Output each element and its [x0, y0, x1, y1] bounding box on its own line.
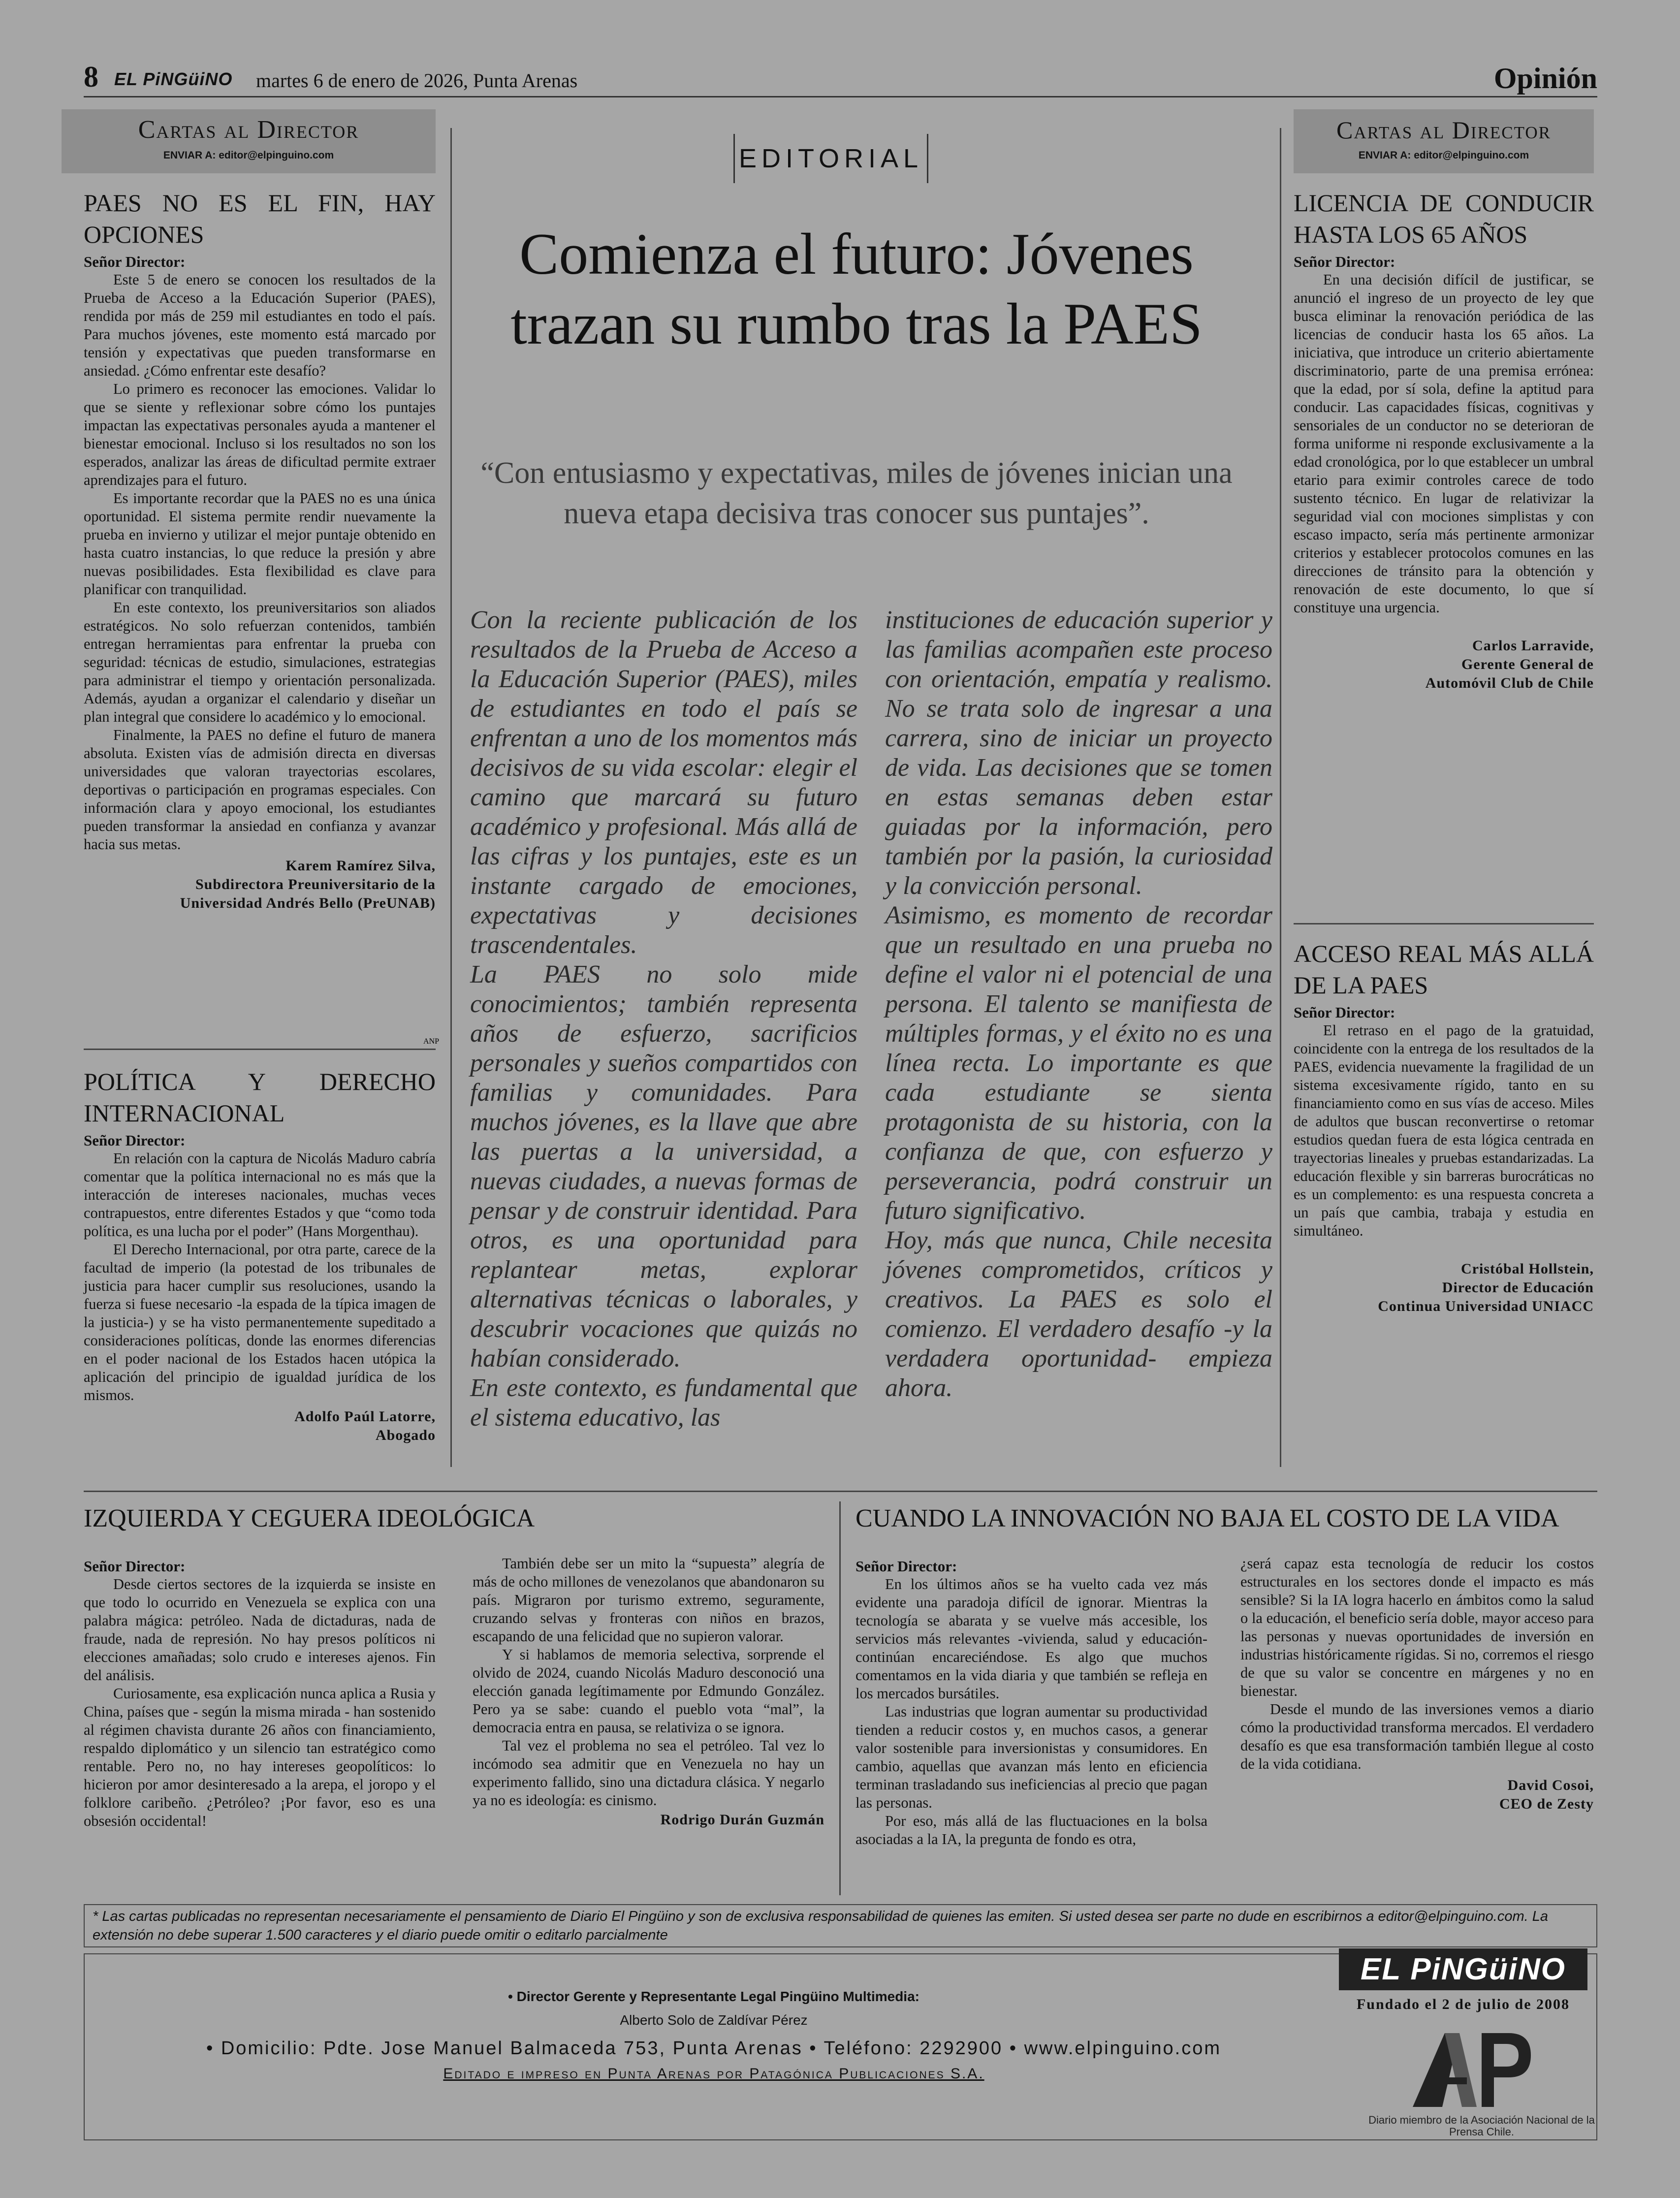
letter-paragraph: El Derecho Internacional, por otra parte, carece de la facultad de imperio (la potestad de los tribunales de justicia para hacer cumplir sus resoluciones, usando la fuerza si fuese necesario -la espada de la típica imagen de la justicia-) y se ha visto permanentemente supeditado a consideraciones políticas, donde las enormes diferencias en el poder nacional de los Estados hacen utópica la aplicación del principio de igualdad jurídica de los mismos. [84, 1241, 436, 1403]
letter-paragraph: Lo primero es reconocer las emociones. Validar lo que se siente y reflexionar sobre cómo los puntajes impactan las expectativas personales ayuda a mantener el bienestar emocional. Incluso si los resultados no son los esperados, analizar las áreas de dificultad permite extraer aprendizajes para el futuro. [84, 381, 436, 488]
editorial-paragraph: Con la reciente publicación de los resultados de la Prueba de Acceso a la Educación Superior (PAES), miles de estudiantes en todo el país se enfrentan a uno de los momentos más decisivos de su vida escolar: elegir el camino que marcará su futuro académico y profesional. Más allá de las cifras y los puntajes, este es un instante cargado de emociones, expectativas y decisiones trascendentales. [470, 606, 857, 959]
page-number: 8 [84, 61, 98, 93]
ribbon-title: Cartas al Director [138, 116, 359, 144]
letter-title: LICENCIA DE CONDUCIR HASTA LOS 65 AÑOS [1294, 189, 1594, 248]
letter-izquierda-col1 [84, 1555, 436, 1830]
editorial-tag: EDITORIAL [733, 134, 928, 183]
letter-signature [84, 857, 436, 913]
letter-acceso [1294, 938, 1594, 1316]
editorial-paragraph: instituciones de educación superior y las familias acompañen este proceso con orientación, empatía y realismo. No se trata solo de ingresar a una carrera, sino de iniciar un proyecto de vida. Las decisiones que se tomen en estas semanas deben estar guiadas por la información, pero también por la pasión, la curiosidad y la convicción personal. [885, 606, 1272, 900]
editorial-paragraph: En este contexto, es fundamental que el sistema educativo, las [470, 1374, 857, 1432]
letter-paes [84, 187, 436, 913]
letter-signature [84, 1407, 436, 1445]
letter-title: PAES NO ES EL FIN, HAY OPCIONES [84, 189, 436, 248]
signature-name: Carlos Larravide, [1472, 637, 1594, 654]
letter-title-izquierda: IZQUIERDA Y CEGUERA IDEOLÓGICA [84, 1504, 535, 1532]
director-label: • Director Gerente y Representante Legal Pingüino Multimedia: [508, 1989, 919, 2004]
signature-name: Cristóbal Hollstein, [1460, 1261, 1594, 1277]
letter-innovacion-col2 [1240, 1555, 1594, 1814]
letter-paragraph: Por eso, más allá de las fluctuaciones en la bolsa asociadas a la IA, la pregunta de fondo es otra, [856, 1813, 1207, 1848]
editorial-column-2 [885, 605, 1272, 1403]
letter-paragraph: Desde ciertos sectores de la izquierda se insiste en que todo lo ocurrido en Venezuela se explica con una palabra mágica: petróleo. Nada de dictaduras, nada de fraude, nada de represión. No hay presos políticos ni elecciones amañadas; solo crudo e intereses ajenos. Fin del análisis. [84, 1576, 436, 1684]
letter-paragraph: En este contexto, los preuniversitarios son aliados estratégicos. No solo refuerzan contenidos, también entregan herramientas para enfrentar la prueba con seguridad: técnicas de estudio, simulaciones, estrategias para administrar el tiempo y orientación personalizada. Además, ayudan a organizar el calendario y diseñar un plan integral que considere lo académico y lo emocional. [84, 599, 436, 725]
column-rule [450, 128, 452, 1467]
letter-title: POLÍTICA Y DERECHO INTERNACIONAL [84, 1068, 436, 1127]
editorial-paragraph: Asimismo, es momento de recordar que un resultado en una prueba no define el valor ni el potencial de una persona. El talento se manifiesta de múltiples formas, y el éxito no es una línea recta. Lo importante es que cada estudiante se sienta protagonista de su historia, con la confianza de que, con esfuerzo y perseverancia, podrá construir un futuro significativo. [885, 901, 1272, 1225]
director-name: Alberto Solo de Zaldívar Pérez [620, 2012, 808, 2028]
anp-logo-p [1482, 2033, 1531, 2107]
signature-role: Subdirectora Preuniversitario de la [195, 876, 436, 892]
signature-role: Abogado [375, 1427, 436, 1443]
letter-paragraph: En los últimos años se ha vuelto cada vez más evidente una paradoja difícil de ignorar. Mientras la tecnología se abarata y se vuelve más accesible, los servicios más relevantes -vivienda, salud y educación- continúan encareciéndose. Es algo que muchos comentamos en la vida diaria y que también se refleja en los mercados bursátiles. [856, 1576, 1207, 1702]
left-ribbon [62, 109, 436, 173]
signature-name: Adolfo Paúl Latorre, [294, 1408, 436, 1425]
signature-name: Karem Ramírez Silva, [285, 858, 436, 874]
ribbon-email[interactable]: ENVIAR A: editor@elpinguino.com [163, 150, 334, 161]
header-rule [84, 96, 1597, 97]
letter-signature [1294, 1260, 1594, 1316]
letter-innovacion-col1 [856, 1555, 1207, 1848]
footer-brand-logo: EL PiNGüiNO [1339, 1948, 1587, 1990]
signature-role: CEO de Zesty [1499, 1796, 1594, 1812]
signature-org: Automóvil Club de Chile [1425, 675, 1594, 691]
editorial-paragraph: La PAES no solo mide conocimientos; también representa años de esfuerzo, sacrificios personales y sueños compartidos con familias y comunidades. Para muchos jóvenes, es la llave que abre las puertas a la universidad, a nuevas ciudades, a nuevas formas de pensar y de construir identidad. Para otros, es una oportunidad para replantear metas, explorar alternativas técnicas o laborales, y descubrir vocaciones que quizás no habían considerado. [470, 960, 857, 1372]
letter-signature [1294, 637, 1594, 693]
anp-logo-a-bar [1437, 2077, 1467, 2084]
editorial-paragraph: Hoy, más que nunca, Chile necesita jóvenes comprometidos, críticos y creativos. La PAES es solo el comienzo. El verdadero desafío -y la verdadera oportunidad- empieza ahora. [885, 1226, 1272, 1402]
masthead-brand: EL PiNGüiNO [114, 69, 233, 89]
section-divider [84, 1491, 1597, 1492]
letter-paragraph: Tal vez el problema no sea el petróleo. Tal vez lo incómodo sea admitir que en Venezuela no hay un experimento fallido, sino una dictadura clásica. Y negarlo ya no es ideología: es cinismo. [473, 1737, 824, 1809]
letter-paragraph: Las industrias que logran aumentar su productividad tienden a reducir costos y, en muchos casos, a generar valor sostenible para inversionistas y consumidores. En cambio, aquellas que avanzan más lento en eficiencia terminan trasladando sus ineficiencias al precio que pagan las personas. [856, 1703, 1207, 1811]
disclaimer-note: * Las cartas publicadas no representan necesariamente el pensamiento de Diario El Pingüino y son de exclusiva responsabilidad de quienes las emiten. Si usted desea ser parte no dude en escribirnos a editor@elpinguino.com. La extensión no debe superar 1.500 caracteres y el diario puede omitir o editarlo parcialmente [84, 1904, 1597, 1947]
letter-signature [1240, 1776, 1594, 1814]
address-line[interactable]: • Domicilio: Pdte. Jose Manuel Balmaceda 753, Punta Arenas • Teléfono: 2292900 • www.elpinguino.com [206, 2038, 1222, 2059]
letter-paragraph: En una decisión difícil de justificar, se anunció el ingreso de un proyecto de ley que busca eliminar la renovación periódica de las licencias de conducir hasta los 65 años. La iniciativa, que introduce un criterio abiertamente discriminatorio, parte de una premisa errónea: que la edad, por sí sola, define la aptitud para conducir. Las capacidades físicas, cognitivas y sensoriales de un conductor no se deterioran de forma uniforme ni responde exclusivamente a la edad cronológica, por lo que establecer un umbral etario para eximir controles carece de todo sustento técnico. En lugar de relativizar la seguridad vial con mociones simplistas y con escaso impacto, sería más pertinente armonizar criterios y establecer protocolos comunes en las direcciones de tránsito para la obtención y renovación de este documento, lo que sí constituye una urgencia. [1294, 271, 1594, 616]
letter-paragraph: Desde el mundo de las inversiones vemos a diario cómo la productividad transforma mercados. El verdadero desafío es que esa transformación también llegue al costo de la vida cotidiana. [1240, 1701, 1594, 1772]
signature-org: Universidad Andrés Bello (PreUNAB) [180, 895, 436, 911]
right-ribbon [1294, 109, 1594, 173]
signature-org: Continua Universidad UNIACC [1378, 1298, 1594, 1314]
editorial-column-1 [470, 605, 857, 1433]
section-title: Opinión [1493, 62, 1597, 95]
letter-salute: Señor Director: [856, 1558, 957, 1575]
letter-politica [84, 1066, 436, 1445]
anp-logo-text: ANP [423, 1037, 440, 1046]
letter-salute: Señor Director: [84, 253, 186, 270]
letter-paragraph: Y si hablamos de memoria selectiva, sorprende el olvido de 2024, cuando Nicolás Maduro desconoció una elección ganada legítimamente por Edmundo González. Pero ya se sabe: cuando el pueblo vota “mal”, la democracia entra en pausa, se relativiza o se ignora. [473, 1646, 824, 1736]
letter-paragraph: También debe ser un mito la “supuesta” alegría de más de ocho millones de venezolanos que abandonaron su país. Migraron por turismo extremo, seguramente, cruzando selvas y fronteras con niños en brazos, escapando de una felicidad que no supieron valorar. [473, 1555, 824, 1645]
ribbon-email[interactable]: ENVIAR A: editor@elpinguino.com [1358, 150, 1529, 161]
editorial-title: Comienza el futuro: Jóvenes trazan su rumbo tras la PAES [510, 221, 1203, 356]
letter-paragraph: El retraso en el pago de la gratuidad, coincidente con la entrega de los resultados de la PAES, evidencia nuevamente la fragilidad de un sistema excesivamente rígido, tanto en su financiamiento como en sus vías de acceso. Miles de adultos que buscan reconvertirse o retomar estudios quedan fuera de esta lógica centrada en trayectorias lineales y pruebas estandarizadas. La educación flexible y sin barreras burocráticas no es un complemento: es una respuesta concreta a un país que cambia, trabaja y estudia en simultáneo. [1294, 1022, 1594, 1239]
letter-izquierda-col2 [473, 1555, 824, 1829]
signature-role: Gerente General de [1461, 656, 1594, 672]
column-rule [1280, 128, 1281, 1467]
ribbon-title: Cartas al Director [1336, 116, 1552, 144]
printer-line: Editado e impreso en Punta Arenas por Patagónica Publicaciones S.A. [443, 2066, 984, 2082]
signature-name: Rodrigo Durán Guzmán [660, 1812, 824, 1828]
letter-salute: Señor Director: [84, 1558, 186, 1575]
letter-title-innovacion: CUANDO LA INNOVACIÓN NO BAJA EL COSTO DE LA VIDA [856, 1504, 1559, 1532]
column-rule [839, 1501, 841, 1895]
signature-role: Director de Educación [1442, 1279, 1594, 1296]
anp-caption: Diario miembro de la Asociación Nacional de la Prensa Chile. [1368, 2114, 1595, 2138]
letter-paragraph: Es importante recordar que la PAES no es una única oportunidad. El sistema permite rendir nuevamente la prueba en invierno y utilizar el mejor puntaje obtenido en hasta cuatro instancias, lo que reduce la presión y abre nuevas posibilidades. Esta flexibilidad es clave para planificar con tranquilidad. [84, 490, 436, 598]
founded-date: Fundado el 2 de julio de 2008 [1356, 1996, 1570, 2012]
divider [84, 1049, 436, 1050]
divider [1294, 923, 1594, 924]
letter-title: ACCESO REAL MÁS ALLÁ DE LA PAES [1294, 940, 1594, 999]
letter-salute: Señor Director: [84, 1132, 186, 1149]
letter-paragraph: Curiosamente, esa explicación nunca aplica a Rusia y China, países que - según la misma mirada - han sostenido al régimen chavista durante 26 años con financiamiento, respaldo diplomático y un silencio tan estratégico como rentable. Pero no, no hay intereses geopolíticos: lo hicieron por amor desinteresado a la arepa, el joropo y el folklore caribeño. ¿Petróleo? ¡Por favor, eso es una obsesión occidental! [84, 1685, 436, 1829]
letter-licencia [1294, 187, 1594, 693]
letter-salute: Señor Director: [1294, 253, 1395, 270]
letter-salute: Señor Director: [1294, 1004, 1395, 1021]
editorial-pullquote: “Con entusiasmo y expectativas, miles de jóvenes inician una nueva etapa decisiva tras conocer sus puntajes”. [480, 456, 1233, 530]
letter-paragraph: Finalmente, la PAES no define el futuro de manera absoluta. Existen vías de admisión directa en diversas universidades que valoran trayectorias escolares, deportivas o participación en programas especiales. Con información clara y apoyo emocional, los estudiantes pueden transformar la ansiedad en confianza y avanzar hacia sus metas. [84, 727, 436, 853]
dateline: martes 6 de enero de 2026, Punta Arenas [256, 69, 578, 92]
letter-paragraph: Este 5 de enero se conocen los resultados de la Prueba de Acceso a la Educación Superior (PAES), rendida por más de 259 mil estudiantes en todo el país. Para muchos jóvenes, este momento está marcado por tensión y expectativas que pueden transformarse en ansiedad. ¿Cómo enfrentar este desafío? [84, 271, 436, 379]
signature-name: David Cosoi, [1507, 1777, 1594, 1793]
letter-paragraph: ¿será capaz esta tecnología de reducir los costos estructurales en los sectores donde el impacto es más sensible? Si la IA logra hacerlo en ámbitos como la salud o la educación, el beneficio sería doble, mayor acceso para las personas y nuevas oportunidades de inversión en industrias históricamente rígidas. Si no, corremos el riesgo de que su valor se concentre en márgenes y no en bienestar. [1240, 1555, 1594, 1699]
letter-paragraph: En relación con la captura de Nicolás Maduro cabría comentar que la política internacional no es más que la interacción de intereses nacionales, muchas veces contrapuestos, entre diferentes Estados y que “como toda política, es una lucha por el poder” (Hans Morgenthau). [84, 1150, 436, 1240]
